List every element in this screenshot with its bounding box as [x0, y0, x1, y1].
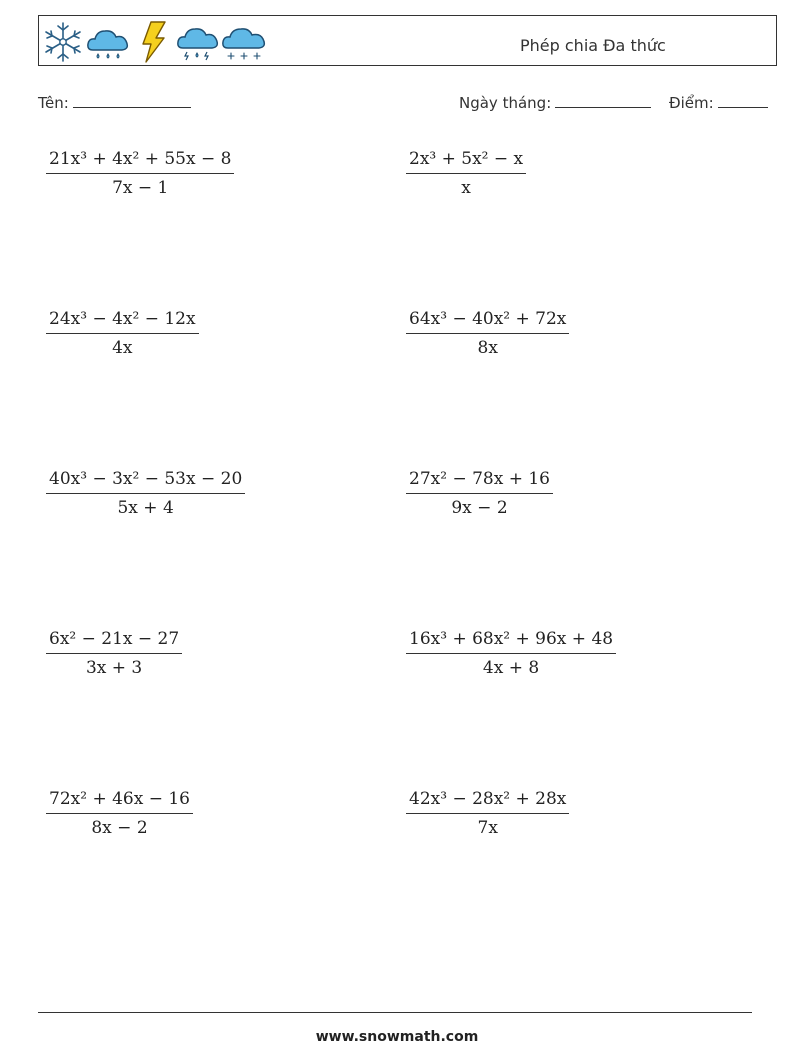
denominator: 7x − 1 — [112, 178, 169, 198]
snowflake-icon — [41, 20, 85, 64]
worksheet-header — [38, 15, 777, 66]
thunder-rain-cloud-icon — [175, 20, 221, 64]
problem-6 — [406, 469, 553, 518]
rain-cloud-icon — [85, 20, 131, 64]
denominator: 8x − 2 — [91, 818, 148, 838]
denominator: 3x + 3 — [85, 658, 143, 678]
snow-cloud-icon — [219, 20, 269, 64]
numerator: 24x³ − 4x² − 12x — [46, 309, 199, 334]
numerator: 6x² − 21x − 27 — [46, 629, 182, 654]
numerator: 72x² + 46x − 16 — [46, 789, 193, 814]
name-field — [38, 93, 191, 112]
numerator: 42x³ − 28x² + 28x — [406, 789, 569, 814]
problem-9 — [46, 789, 193, 838]
footer-divider — [38, 1012, 752, 1013]
score-blank[interactable] — [718, 93, 768, 108]
date-field — [459, 93, 651, 112]
footer-website[interactable]: www.snowmath.com — [315, 1029, 479, 1045]
problem-4 — [406, 309, 569, 358]
name-label: Tên: — [38, 94, 69, 112]
problem-8 — [406, 629, 616, 678]
date-label: Ngày tháng: — [459, 94, 552, 112]
problem-1 — [46, 149, 234, 198]
lightning-icon — [137, 20, 171, 64]
score-field — [669, 93, 768, 112]
numerator: 27x² − 78x + 16 — [406, 469, 553, 494]
problem-5 — [46, 469, 245, 518]
denominator: 8x — [477, 338, 498, 358]
date-blank[interactable] — [555, 93, 651, 108]
problem-2 — [406, 149, 526, 198]
score-label: Điểm: — [669, 94, 714, 112]
denominator: 4x + 8 — [482, 658, 540, 678]
worksheet-title: Phép chia Đa thức — [520, 36, 666, 55]
denominator: 9x − 2 — [451, 498, 508, 518]
numerator: 40x³ − 3x² − 53x − 20 — [46, 469, 245, 494]
numerator: 2x³ + 5x² − x — [406, 149, 526, 174]
denominator: 5x + 4 — [117, 498, 174, 518]
problem-3 — [46, 309, 199, 358]
denominator: 4x — [112, 338, 133, 358]
problem-10 — [406, 789, 569, 838]
name-blank[interactable] — [73, 93, 191, 108]
numerator: 16x³ + 68x² + 96x + 48 — [406, 629, 616, 654]
denominator: 7x — [477, 818, 498, 838]
numerator: 21x³ + 4x² + 55x − 8 — [46, 149, 234, 174]
numerator: 64x³ − 40x² + 72x — [406, 309, 569, 334]
denominator: x — [461, 178, 471, 198]
problem-7 — [46, 629, 182, 678]
